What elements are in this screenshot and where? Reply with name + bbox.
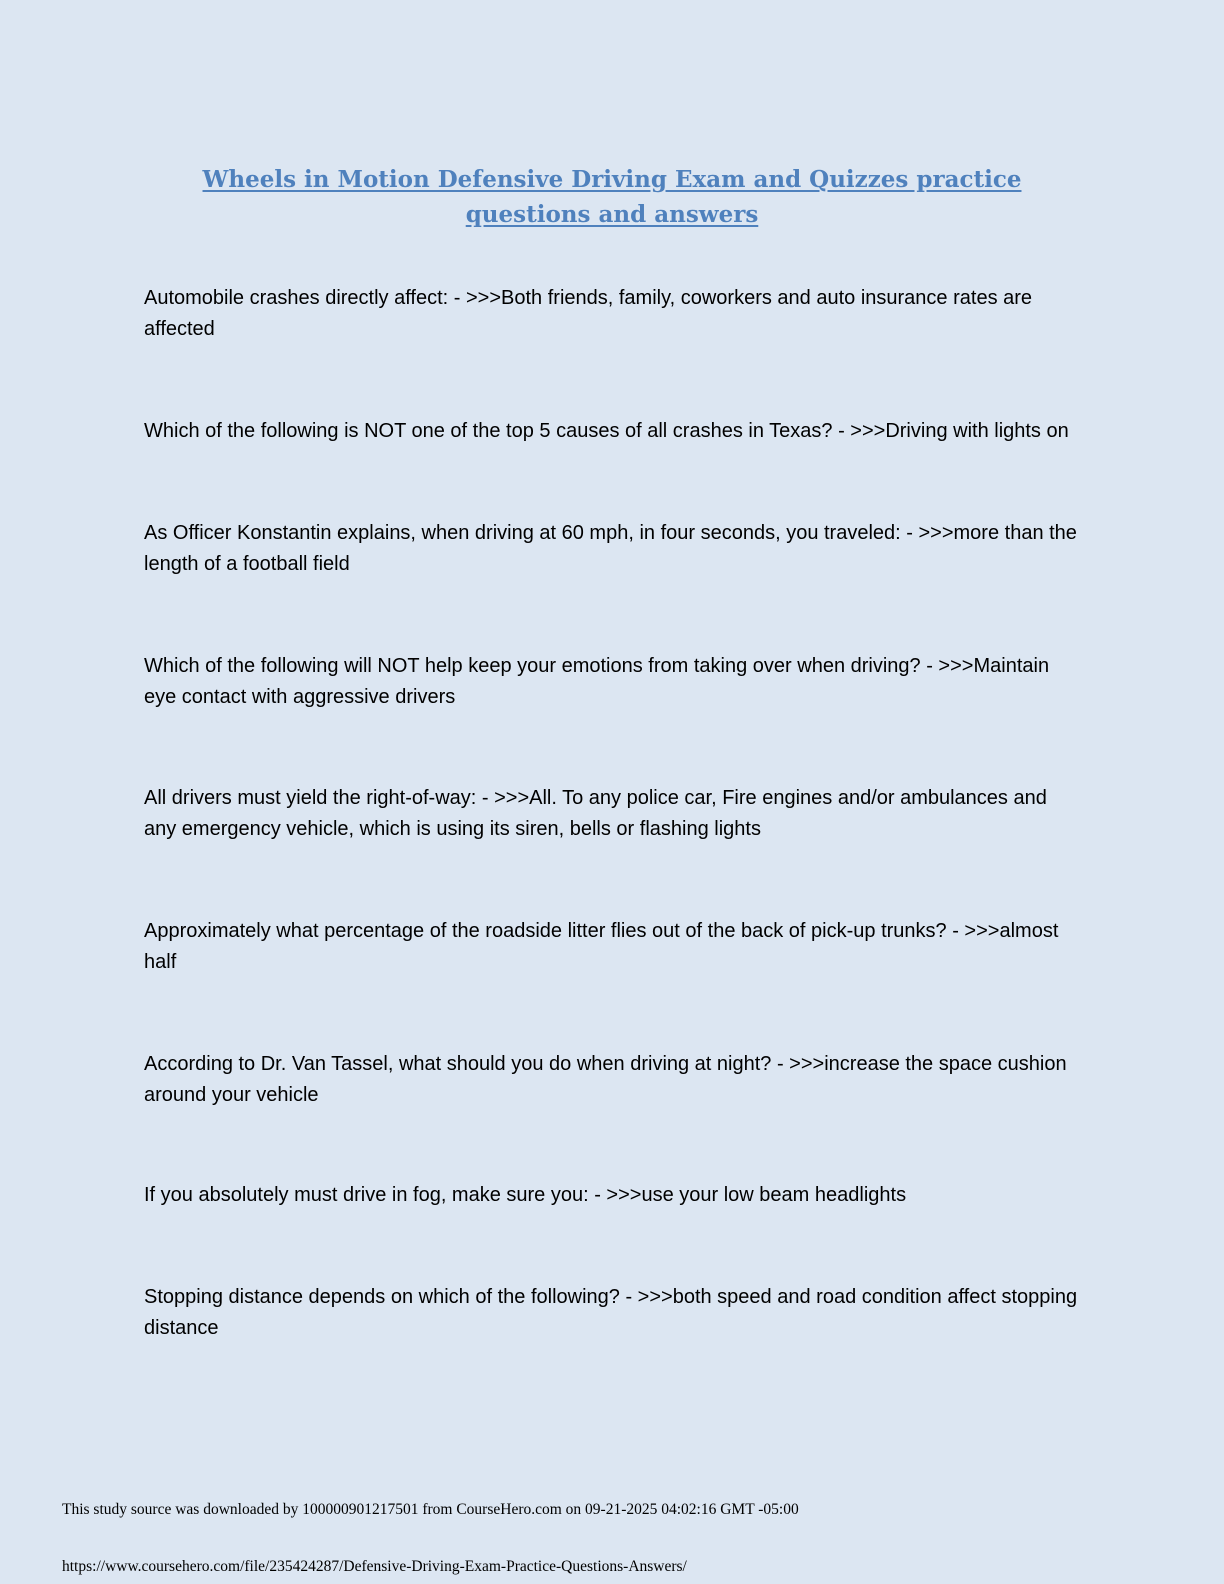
document-title: Wheels in Motion Defensive Driving Exam and Quizzes practice questions and answers bbox=[202, 166, 1022, 228]
qa-item-6: Approximately what percentage of the roadside litter flies out of the back of pick-up trunks? - >>>almost half bbox=[144, 920, 1059, 973]
footer-url: https://www.coursehero.com/file/235424287/Defensive-Driving-Exam-Practice-Questions-Answers/ bbox=[62, 1558, 687, 1575]
qa-item-4: Which of the following will NOT help keep your emotions from taking over when driving? - >>>Maintain eye contact with aggressive drivers bbox=[144, 655, 1050, 708]
footer-source-note: This study source was downloaded by 100000901217501 from CourseHero.com on 09-21-2025 04:02:16 GMT -05:00 bbox=[62, 1501, 799, 1518]
qa-item-8: If you absolutely must drive in fog, make sure you: - >>>use your low beam headlights bbox=[144, 1184, 907, 1206]
qa-item-2: Which of the following is NOT one of the top 5 causes of all crashes in Texas? - >>>Driving with lights on bbox=[144, 420, 1069, 442]
qa-item-3: As Officer Konstantin explains, when driving at 60 mph, in four seconds, you traveled: - >>>more than the length of a football field bbox=[144, 522, 1077, 575]
qa-item-7: According to Dr. Van Tassel, what should you do when driving at night? - >>>increase the space cushion around your vehicle bbox=[144, 1053, 1067, 1106]
qa-item-5: All drivers must yield the right-of-way: - >>>All. To any police car, Fire engines and/or ambulances and any emergency vehicle, which is using its siren, bells or flashing lights bbox=[144, 787, 1047, 840]
qa-item-1: Automobile crashes directly affect: - >>>Both friends, family, coworkers and auto insurance rates are affected bbox=[144, 287, 1033, 340]
qa-item-9: Stopping distance depends on which of the following? - >>>both speed and road condition affect stopping distance bbox=[144, 1286, 1078, 1339]
